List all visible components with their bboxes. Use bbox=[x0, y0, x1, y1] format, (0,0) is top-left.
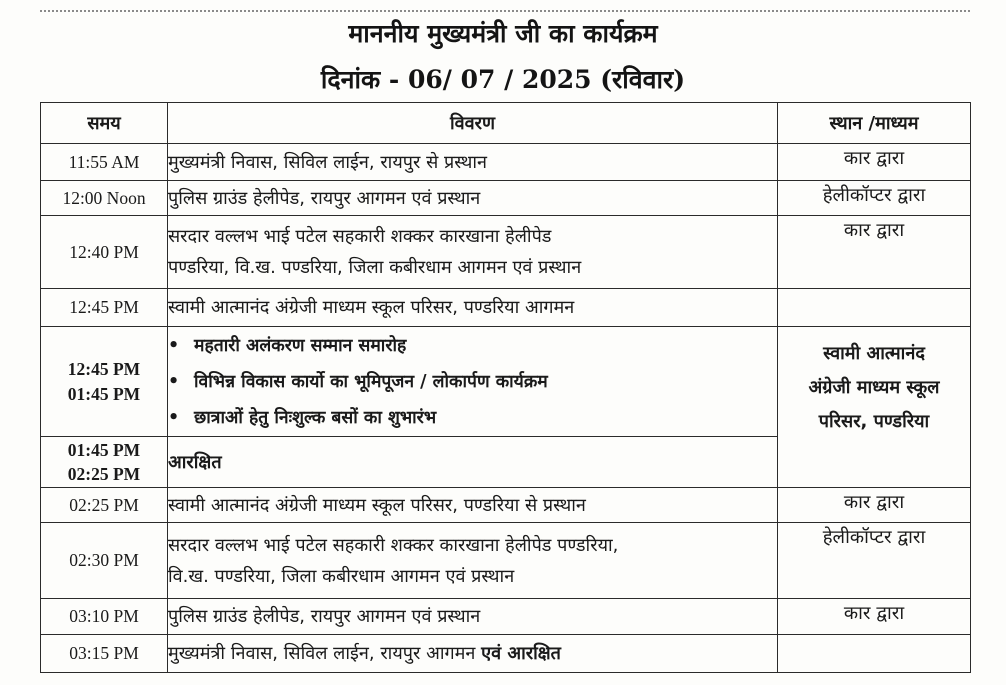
time-cell: 02:25 PM bbox=[41, 488, 168, 523]
table-row bbox=[41, 144, 971, 181]
table-row bbox=[41, 216, 971, 289]
header-place: स्थान /माध्यम bbox=[778, 103, 971, 144]
page-title: माननीय मुख्यमंत्री जी का कार्यक्रम bbox=[348, 19, 658, 48]
place-cell: कार द्वारा bbox=[778, 599, 971, 635]
table-row-program bbox=[41, 327, 971, 437]
list-item: • महतारी अलंकरण सम्मान समारोह bbox=[168, 335, 407, 356]
desc-cell: पुलिस ग्राउंड हेलीपेड, रायपुर आगमन एवं प्रस्थान bbox=[168, 181, 778, 216]
table-row bbox=[41, 488, 971, 523]
place-cell bbox=[778, 635, 971, 673]
desc-cell: सरदार वल्लभ भाई पटेल सहकारी शक्कर कारखाना हेलीपेड पण्डरिया, वि.ख. पण्डरिया, जिला कबीरधाम आगमन एवं प्रस्थान bbox=[168, 216, 778, 289]
time-cell: 12:45 PM 01:45 PM bbox=[41, 327, 168, 437]
schedule-table bbox=[40, 102, 971, 673]
list-item: • छात्राओं हेतु निःशुल्क बसों का शुभारंभ bbox=[168, 407, 437, 428]
table-row bbox=[41, 635, 971, 673]
table-row bbox=[41, 181, 971, 216]
time-cell: 12:40 PM bbox=[41, 216, 168, 289]
program-bullets bbox=[168, 327, 778, 437]
place-cell: हेलीकॉप्टर द्वारा bbox=[778, 523, 971, 599]
table-row bbox=[41, 289, 971, 327]
place-cell bbox=[778, 289, 971, 327]
place-cell: कार द्वारा bbox=[778, 216, 971, 289]
desc-cell: मुख्यमंत्री निवास, सिविल लाईन, रायपुर से प्रस्थान bbox=[168, 144, 778, 181]
place-cell: कार द्वारा bbox=[778, 144, 971, 181]
table-row bbox=[41, 599, 971, 635]
desc-cell: स्वामी आत्मानंद अंग्रेजी माध्यम स्कूल परिसर, पण्डरिया से प्रस्थान bbox=[168, 488, 778, 523]
time-cell: 01:45 PM 02:25 PM bbox=[41, 437, 168, 488]
venue-cell: स्वामी आत्मानंद अंग्रेजी माध्यम स्कूल परिसर, पण्डरिया bbox=[778, 327, 971, 488]
time-cell: 11:55 AM bbox=[41, 144, 168, 181]
header-desc: विवरण bbox=[168, 103, 778, 144]
top-edge-dotted-line bbox=[40, 0, 970, 12]
desc-cell: सरदार वल्लभ भाई पटेल सहकारी शक्कर कारखाना हेलीपेड पण्डरिया, वि.ख. पण्डरिया, जिला कबीरधाम आगमन एवं प्रस्थान bbox=[168, 523, 778, 599]
time-cell: 03:10 PM bbox=[41, 599, 168, 635]
list-item: • विभिन्न विकास कार्यो का भूमिपूजन / लोकार्पण कार्यक्रम bbox=[168, 371, 548, 392]
desc-cell: स्वामी आत्मानंद अंग्रेजी माध्यम स्कूल परिसर, पण्डरिया आगमन bbox=[168, 289, 778, 327]
date-line: दिनांक - 06/ 07 / 2025 (रविवार) bbox=[320, 65, 686, 94]
time-cell: 02:30 PM bbox=[41, 523, 168, 599]
place-cell: कार द्वारा bbox=[778, 488, 971, 523]
desc-cell: आरक्षित bbox=[168, 437, 778, 488]
time-cell: 12:00 Noon bbox=[41, 181, 168, 216]
desc-cell: मुख्यमंत्री निवास, सिविल लाईन, रायपुर आगमन एवं आरक्षित bbox=[168, 635, 778, 673]
desc-cell: पुलिस ग्राउंड हेलीपेड, रायपुर आगमन एवं प्रस्थान bbox=[168, 599, 778, 635]
time-cell: 12:45 PM bbox=[41, 289, 168, 327]
header-time: समय bbox=[41, 103, 168, 144]
table-header-row bbox=[41, 103, 971, 144]
place-cell: हेलीकॉप्टर द्वारा bbox=[778, 181, 971, 216]
time-cell: 03:15 PM bbox=[41, 635, 168, 673]
table-row bbox=[41, 523, 971, 599]
